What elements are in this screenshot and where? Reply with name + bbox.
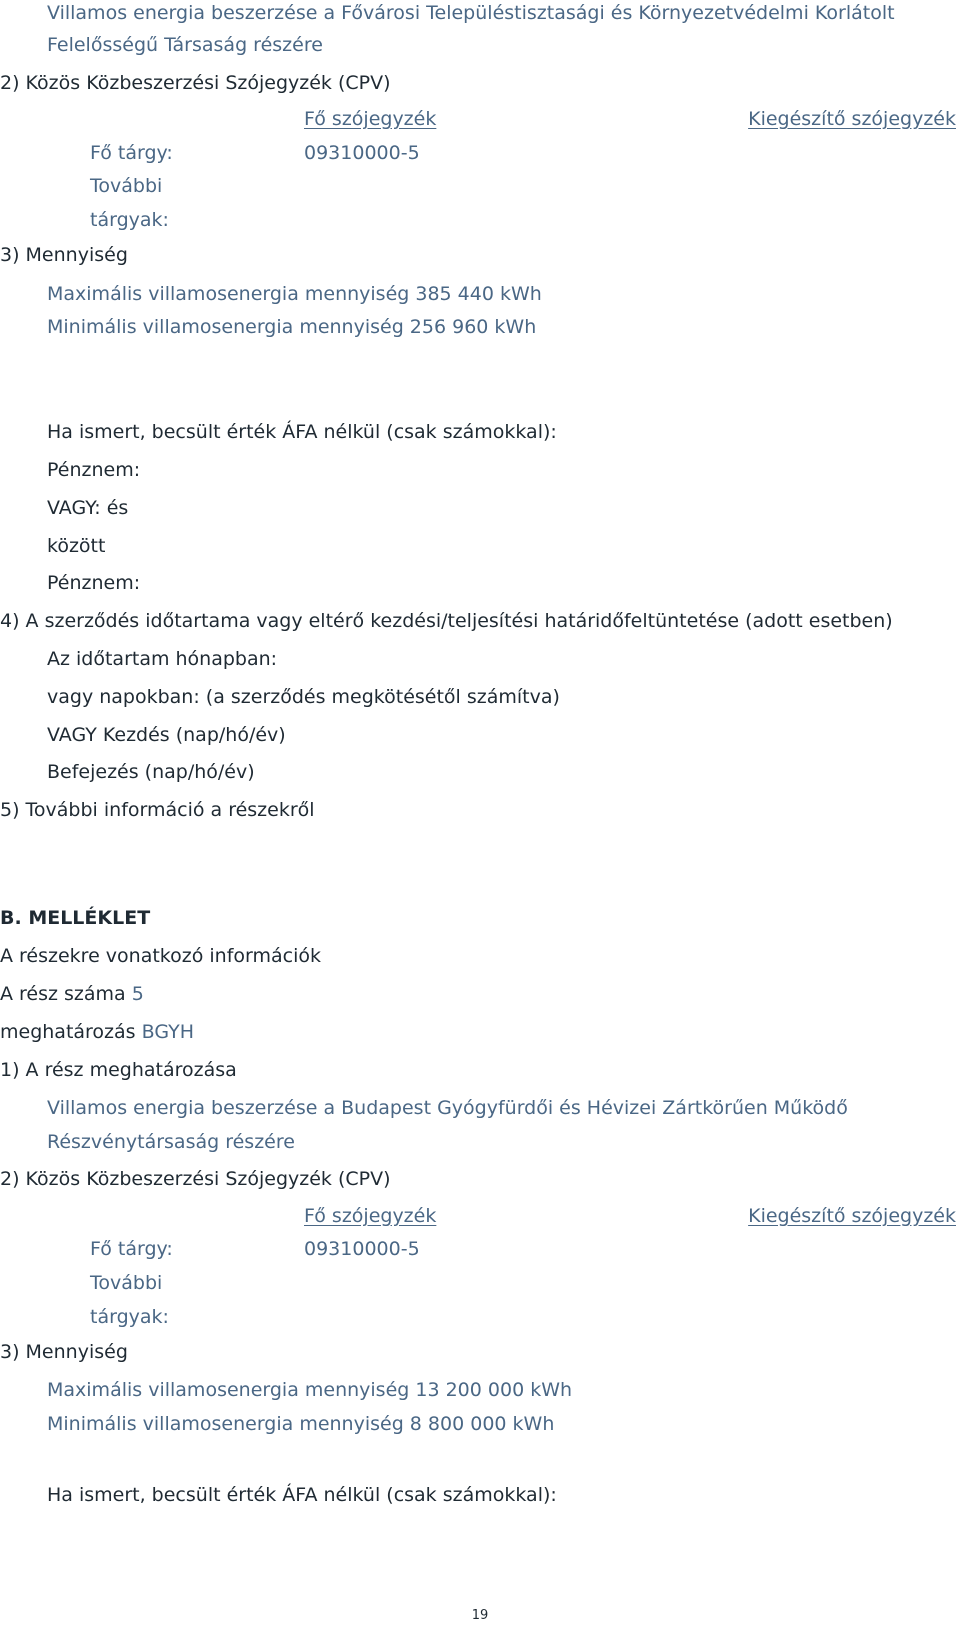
further-info-heading: 5) További információ a részekről	[0, 799, 315, 821]
duration-days: vagy napokban: (a szerződés megkötésétől számítva)	[47, 686, 560, 708]
supplementary-vocabulary-header: Kiegészítő szójegyzék	[748, 108, 956, 130]
annex-further-subjects-label-2: tárgyak:	[90, 1306, 169, 1328]
part-number-label: A rész száma	[0, 983, 126, 1005]
annex-main-subject-code: 09310000-5	[304, 1238, 420, 1260]
annex-main-subject-label: Fő tárgy:	[90, 1238, 173, 1260]
currency-label-2: Pénznem:	[47, 572, 141, 594]
annex-supplementary-vocabulary-header: Kiegészítő szójegyzék	[748, 1205, 956, 1227]
annex-description-line-1: Villamos energia beszerzése a Budapest Gyógyfürdői és Hévizei Zártkörűen Működő	[47, 1097, 848, 1119]
annex-further-subjects-label-1: További	[90, 1272, 163, 1294]
end-date: Befejezés (nap/hó/év)	[47, 761, 255, 783]
annex-main-vocabulary-header: Fő szójegyzék	[304, 1205, 437, 1227]
further-subjects-label-2: tárgyak:	[90, 209, 169, 231]
annex-max-quantity: Maximális villamosenergia mennyiség 13 200 000 kWh	[47, 1379, 573, 1401]
min-quantity: Minimális villamosenergia mennyiség 256 960 kWh	[47, 316, 537, 338]
annex-subtitle: A részekre vonatkozó információk	[0, 945, 322, 967]
main-vocabulary-header: Fő szójegyzék	[304, 108, 437, 130]
max-quantity: Maximális villamosenergia mennyiség 385 440 kWh	[47, 283, 542, 305]
duration-months: Az időtartam hónapban:	[47, 648, 278, 670]
duration-heading: 4) A szerződés időtartama vagy eltérő kezdési/teljesítési határidőfeltüntetése (adott esetben)	[0, 610, 893, 632]
estimated-value: Ha ismert, becsült érték ÁFA nélkül (csak számokkal):	[47, 421, 557, 443]
annex-estimated-value: Ha ismert, becsült érték ÁFA nélkül (csak számokkal):	[47, 1484, 557, 1506]
main-subject-code: 09310000-5	[304, 142, 420, 164]
start-date: VAGY Kezdés (nap/hó/év)	[47, 724, 286, 746]
part-definition	[0, 1019, 194, 1045]
cpv-heading: 2) Közös Közbeszerzési Szójegyzék (CPV)	[0, 72, 391, 94]
part-definition-heading: 1) A rész meghatározása	[0, 1059, 237, 1081]
part-description-line-2: Felelősségű Társaság részére	[47, 34, 323, 56]
or-and-label: VAGY: és	[47, 497, 129, 519]
further-subjects-label-1: További	[90, 175, 163, 197]
part-definition-label: meghatározás	[0, 1021, 136, 1043]
main-subject-label: Fő tárgy:	[90, 142, 173, 164]
annex-min-quantity: Minimális villamosenergia mennyiség 8 800 000 kWh	[47, 1413, 555, 1435]
part-description-line-1: Villamos energia beszerzése a Fővárosi Településtisztasági és Környezetvédelmi Korlátolt	[47, 2, 895, 24]
annex-title: B. MELLÉKLET	[0, 907, 151, 929]
part-definition-value: BGYH	[141, 1021, 194, 1043]
page-number: 19	[471, 1608, 489, 1623]
annex-cpv-heading: 2) Közös Közbeszerzési Szójegyzék (CPV)	[0, 1168, 391, 1190]
annex-quantity-heading: 3) Mennyiség	[0, 1341, 128, 1363]
between-label: között	[47, 535, 106, 557]
part-number	[0, 981, 144, 1007]
annex-description-line-2: Részvénytársaság részére	[47, 1131, 295, 1153]
part-number-value: 5	[131, 983, 144, 1005]
quantity-heading: 3) Mennyiség	[0, 244, 128, 266]
currency-label-1: Pénznem:	[47, 459, 141, 481]
